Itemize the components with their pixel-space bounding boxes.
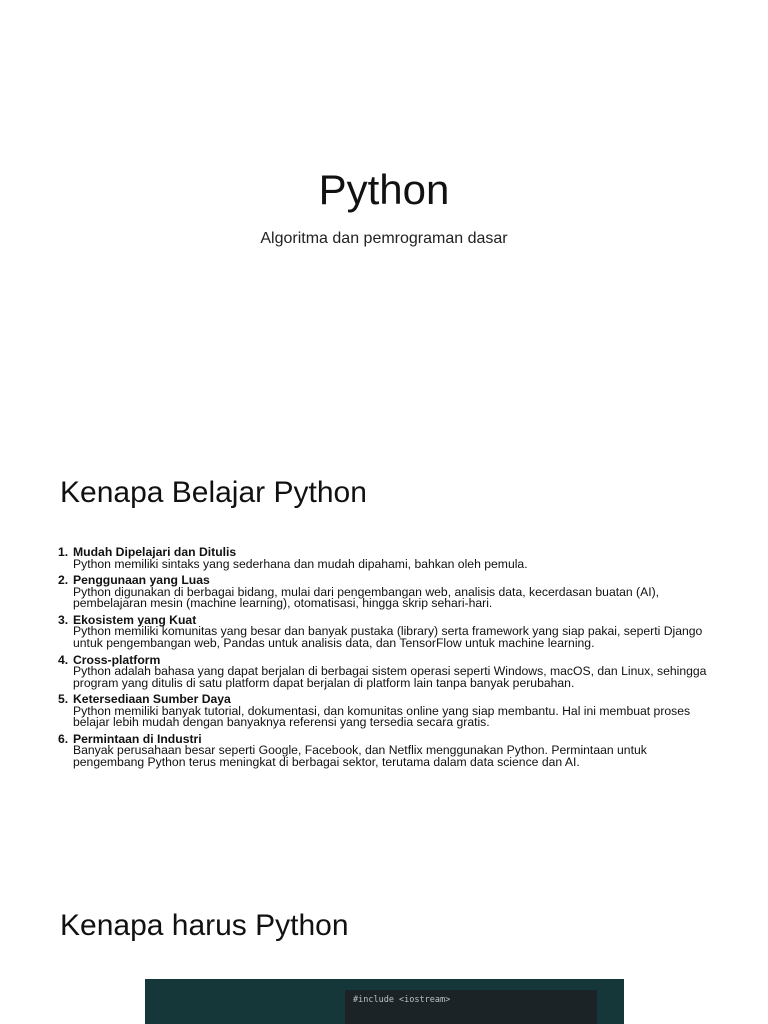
item-title: Mudah Dipelajari dan Ditulis xyxy=(73,545,237,559)
slide-title: Python xyxy=(318,166,450,213)
item-number: 4. xyxy=(58,652,69,667)
list-item xyxy=(58,612,718,650)
list-item xyxy=(58,652,718,690)
code-line: #include <iostream> xyxy=(353,995,451,1005)
item-number: 6. xyxy=(58,731,69,746)
list-item xyxy=(58,547,718,570)
slide-subtitle: Algoritma dan pemrograman dasar xyxy=(260,230,508,247)
code-editor-window xyxy=(345,990,597,1024)
item-description: Python memiliki banyak tutorial, dokumentasi, dan komunitas online yang siap membantu. Hal ini membuat proses belajar lebih mudah dengan banyaknya referensi yang tersedia secara gratis. xyxy=(73,703,691,730)
list-item xyxy=(58,575,718,610)
item-title: Ekosistem yang Kuat xyxy=(73,612,197,627)
item-description: Python memiliki sintaks yang sederhana dan mudah dipahami, bahkan oleh pemula. xyxy=(73,556,528,571)
item-title: Permintaan di Industri xyxy=(73,731,202,746)
list-item xyxy=(58,694,718,729)
item-number: 3. xyxy=(58,612,69,627)
item-description: Python digunakan di berbagai bidang, mulai dari pengembangan web, analisis data, kecerdasan buatan (AI), pembelajaran mesin (machine learning), otomatisasi, hingga skrip sehari-hari. xyxy=(73,584,660,611)
title-slide xyxy=(0,0,768,440)
code-screenshot-image xyxy=(145,979,624,1024)
item-description: Banyak perusahaan besar seperti Google, Facebook, dan Netflix menggunakan Python. Permintaan untuk pengembang Python terus meningkat di berbagai sektor, terutama dalam data science dan AI. xyxy=(73,743,647,769)
list-item xyxy=(58,731,718,769)
item-title: Ketersediaan Sumber Daya xyxy=(73,692,231,707)
item-number: 1. xyxy=(58,545,69,559)
item-title: Penggunaan yang Luas xyxy=(73,573,210,588)
why-python-heading: Kenapa harus Python xyxy=(60,909,349,942)
item-description: Python memiliki komunitas yang besar dan banyak pustaka (library) serta framework yang siap pakai, seperti Django untuk pengembangan web, Pandas untuk analisis data, dan TensorFlow untuk machine learning. xyxy=(73,624,703,650)
item-number: 2. xyxy=(58,573,69,588)
item-title: Cross-platform xyxy=(73,652,161,667)
item-number: 5. xyxy=(58,692,69,707)
item-description: Python adalah bahasa yang dapat berjalan di berbagai sistem operasi seperti Windows, macOS, dan Linux, sehingga program yang ditulis di satu platform dapat berjalan di platform lain tanpa banyak perubahan. xyxy=(73,664,707,690)
reasons-list xyxy=(58,547,718,774)
reasons-heading: Kenapa Belajar Python xyxy=(60,476,367,509)
